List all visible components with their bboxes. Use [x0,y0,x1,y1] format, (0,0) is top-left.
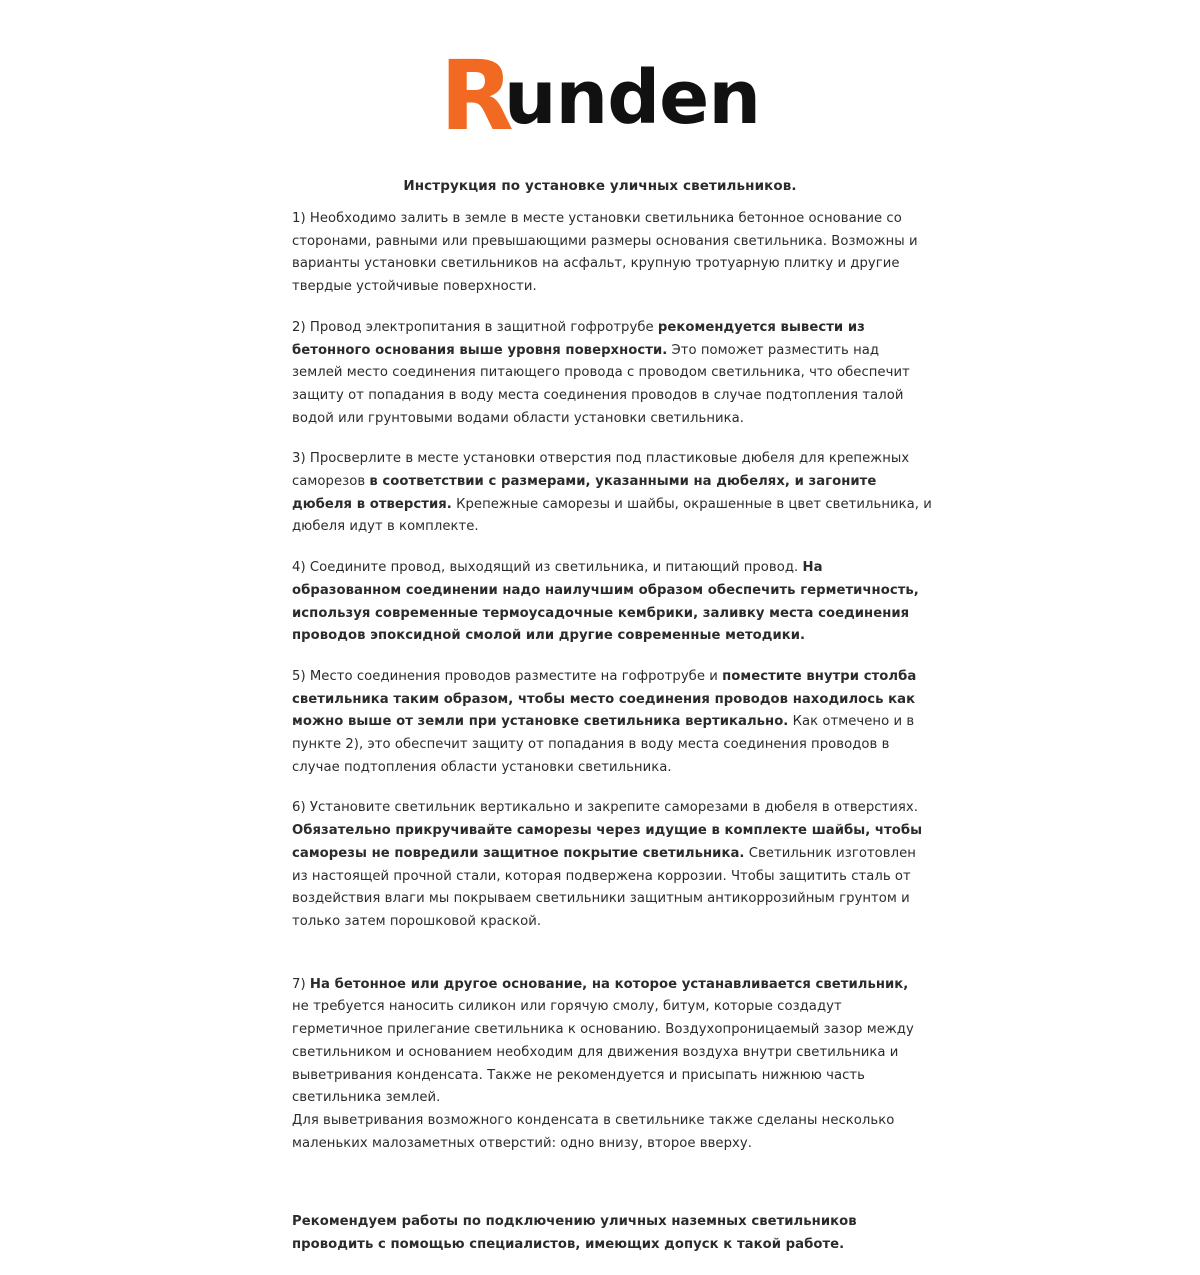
document-body [292,208,932,1275]
page-title: Инструкция по установке уличных светильников. [403,178,797,194]
logo-wordmark [439,40,761,152]
paragraph-2: 2) Провод электропитания в защитной гофротрубе рекомендуется вывести из бетонного основания выше уровня поверхности. Это поможет разместить над землей место соединения питающего провода с проводом светильника, что обеспечит защиту от попадания в воду места соединения проводов в случае подтопления талой водой или грунтовыми водами области установки светильника. [292,319,910,426]
paragraph-4: 4) Соедините провод, выходящий из светильника, и питающий провод. На образованном соединении надо наилучшим образом обеспечить герметичность, используя современные термоусадочные кембрики, заливку места соединения проводов эпоксидной смолой или другие современные методики. [292,560,919,644]
paragraph-5: 5) Место соединения проводов разместите на гофротрубе и поместите внутри столба светильника таким образом, чтобы место соединения проводов находилось как можно выше от земли при установке светильника вертикально. Как отмечено и в пункте 2), это обеспечит защиту от попадания в воду места соединения проводов в случае подтопления области установки светильника. [292,668,917,775]
paragraph-7: 7) На бетонное или другое основание, на которое устанавливается светильник, не требуется наносить силикон или горячую смолу, битум, которые создадут герметичное прилегание светильника к основанию. Воздухопроницаемый зазор между светильником и основанием необходим для движения воздуха внутри светильника и выветривания конденсата. Также не рекомендуется и присыпать нижнюю часть светильника землей. Для выветривания возможного конденсата в светильнике также сделаны несколько маленьких малозаметных отверстий: одно внизу, второе вверху. [292,976,914,1151]
logo-brand-text: unden [503,55,761,141]
brand-logo [0,40,1200,158]
paragraph-3: 3) Просверлите в месте установки отверстия под пластиковые дюбеля для крепежных саморезов в соответствии с размерами, указанными на дюбелях, и загоните дюбеля в отверстия. Крепежные саморезы и шайбы, окрашенные в цвет светильника, и дюбеля идут в комплекте. [292,451,932,535]
paragraph-6: 6) Установите светильник вертикально и закрепите саморезами в дюбеля в отверстиях. Обязательно прикручивайте саморезы через идущие в комплекте шайбы, чтобы саморезы не повредили защитное покрытие светильника. Светильник изготовлен из настоящей прочной стали, которая подвержена коррозии. Чтобы защитить сталь от воздействия влаги мы покрываем светильники защитным антикоррозийным грунтом и только затем порошковой краской. [292,800,923,929]
paragraph-8: Рекомендуем работы по подключению уличных наземных светильников проводить с помощью специалистов, имеющих допуск к такой работе. [292,1214,857,1253]
paragraph-1: 1) Необходимо залить в земле в месте установки светильника бетонное основание со сторонами, равными или превышающими размеры основания светильника. Возможны и варианты установки светильников на асфальт, крупную тротуарную плитку и другие твердые устойчивые поверхности. [292,211,918,295]
logo-initial-letter: R [439,40,510,152]
